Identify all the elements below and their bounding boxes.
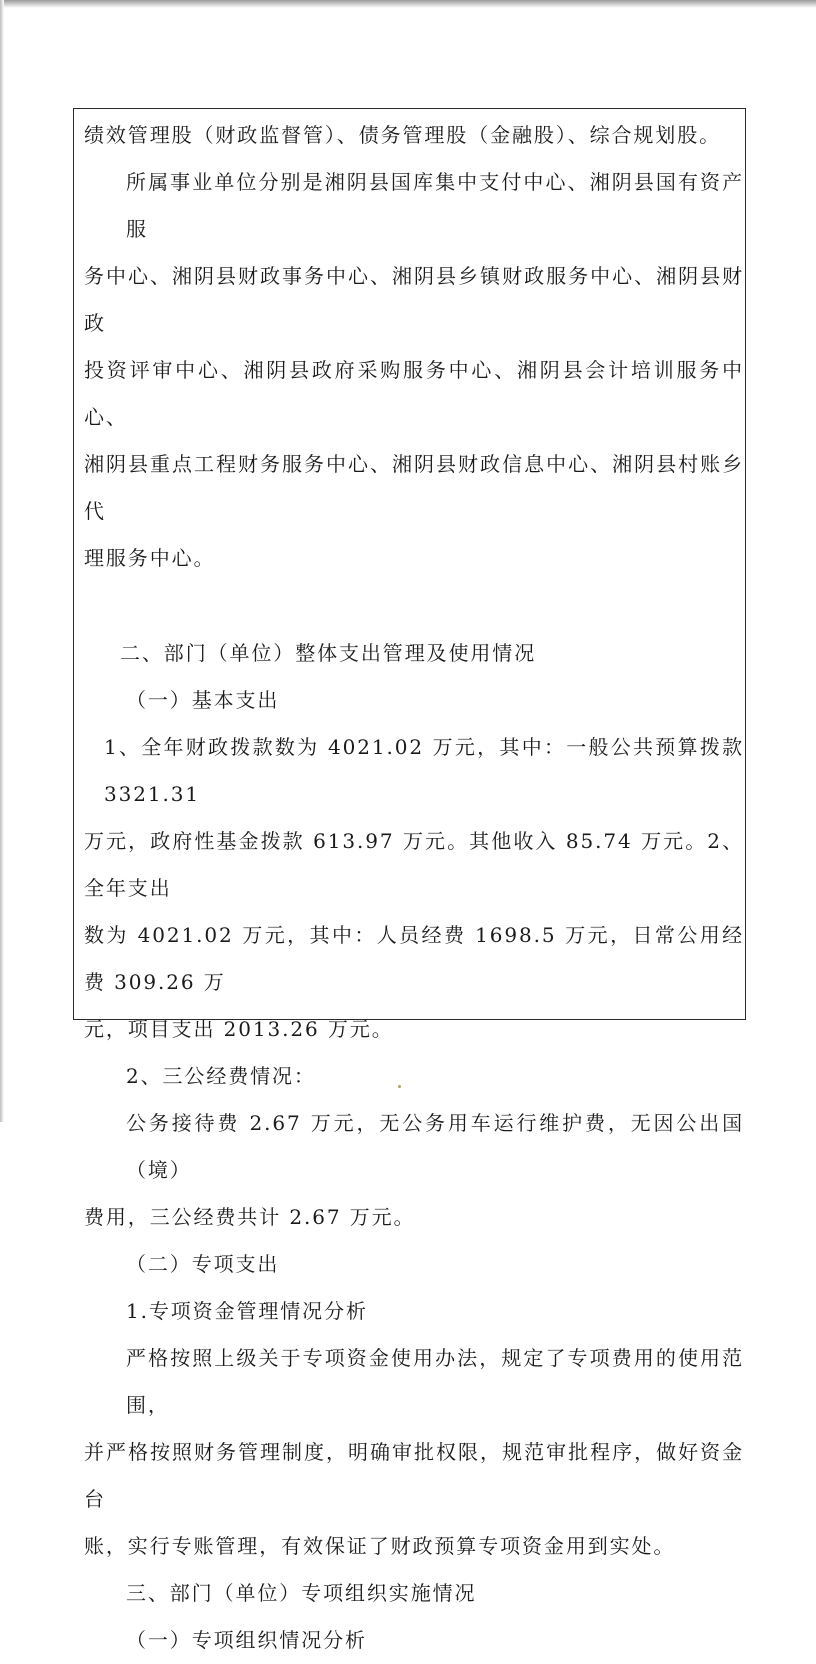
text-line: 投资评审中心、湘阴县政府采购服务中心、湘阴县会计培训服务中心、 (84, 358, 744, 429)
subsection-heading-organization-analysis (84, 1617, 744, 1664)
section-heading: 三、部门（单位）专项组织实施情况 (126, 1581, 477, 1605)
text-line: 元，项目支出 2013.26 万元。 (84, 1017, 394, 1041)
text-line: 绩效管理股（财政监督管）、债务管理股（金融股）、综合规划股。 (84, 123, 721, 147)
paragraph-fiscal-allocation (84, 724, 744, 1053)
text-line: 账，实行专账管理，有效保证了财政预算专项资金用到实处。 (84, 1534, 676, 1558)
text-line: 1、全年财政拨款数为 4021.02 万元，其中：一般公共预算拨款 3321.31 (104, 735, 744, 806)
text-line: 务中心、湘阴县财政事务中心、湘阴县乡镇财政服务中心、湘阴县财政 (84, 264, 744, 335)
subsection-heading-basic-expenditure (84, 677, 744, 724)
text-line: 公务接待费 2.67 万元，无公务用车运行维护费，无因公出国（境） (126, 1111, 744, 1182)
section-heading-2 (84, 630, 744, 677)
item-heading: 1.专项资金管理情况分析 (126, 1299, 368, 1323)
text-line: 理服务中心。 (84, 546, 216, 570)
text-line-department-list-end (84, 112, 744, 159)
paragraph-special-funds-management (84, 1335, 744, 1570)
text-line: 严格按照上级关于专项资金使用办法，规定了专项费用的使用范围， (126, 1346, 744, 1417)
scan-speck (398, 1085, 401, 1088)
subsection-heading: （一）基本支出 (126, 688, 280, 712)
subsection-heading: （一）专项组织情况分析 (126, 1628, 367, 1652)
text-line: 万元，政府性基金拨款 613.97 万元。其他收入 85.74 万元。2、全年支出 (84, 829, 744, 900)
section-heading-3 (84, 1570, 744, 1617)
paragraph-affiliated-units (84, 159, 744, 582)
document-body (84, 112, 744, 1664)
text-line: 湘阴县重点工程财务服务中心、湘阴县财政信息中心、湘阴县村账乡代 (84, 452, 744, 523)
paragraph-three-public-expenses (84, 1100, 744, 1241)
scan-edge-top (0, 0, 816, 8)
item-heading-special-funds (84, 1288, 744, 1335)
paragraph-three-public-expenses-heading (84, 1053, 744, 1100)
subsection-heading-special-expenditure (84, 1241, 744, 1288)
spacer (84, 582, 744, 630)
text-line: 所属事业单位分别是湘阴县国库集中支付中心、湘阴县国有资产服 (126, 170, 744, 241)
text-line: 并严格按照财务管理制度，明确审批权限，规范审批程序，做好资金台 (84, 1440, 744, 1511)
text-line: 数为 4021.02 万元，其中：人员经费 1698.5 万元，日常公用经费 309.26 万 (84, 923, 744, 994)
text-line: 2、三公经费情况： (126, 1064, 316, 1088)
section-heading: 二、部门（单位）整体支出管理及使用情况 (120, 641, 537, 665)
text-line: 费用，三公经费共计 2.67 万元。 (84, 1205, 416, 1229)
scan-edge-left (0, 0, 4, 1122)
subsection-heading: （二）专项支出 (126, 1252, 280, 1276)
